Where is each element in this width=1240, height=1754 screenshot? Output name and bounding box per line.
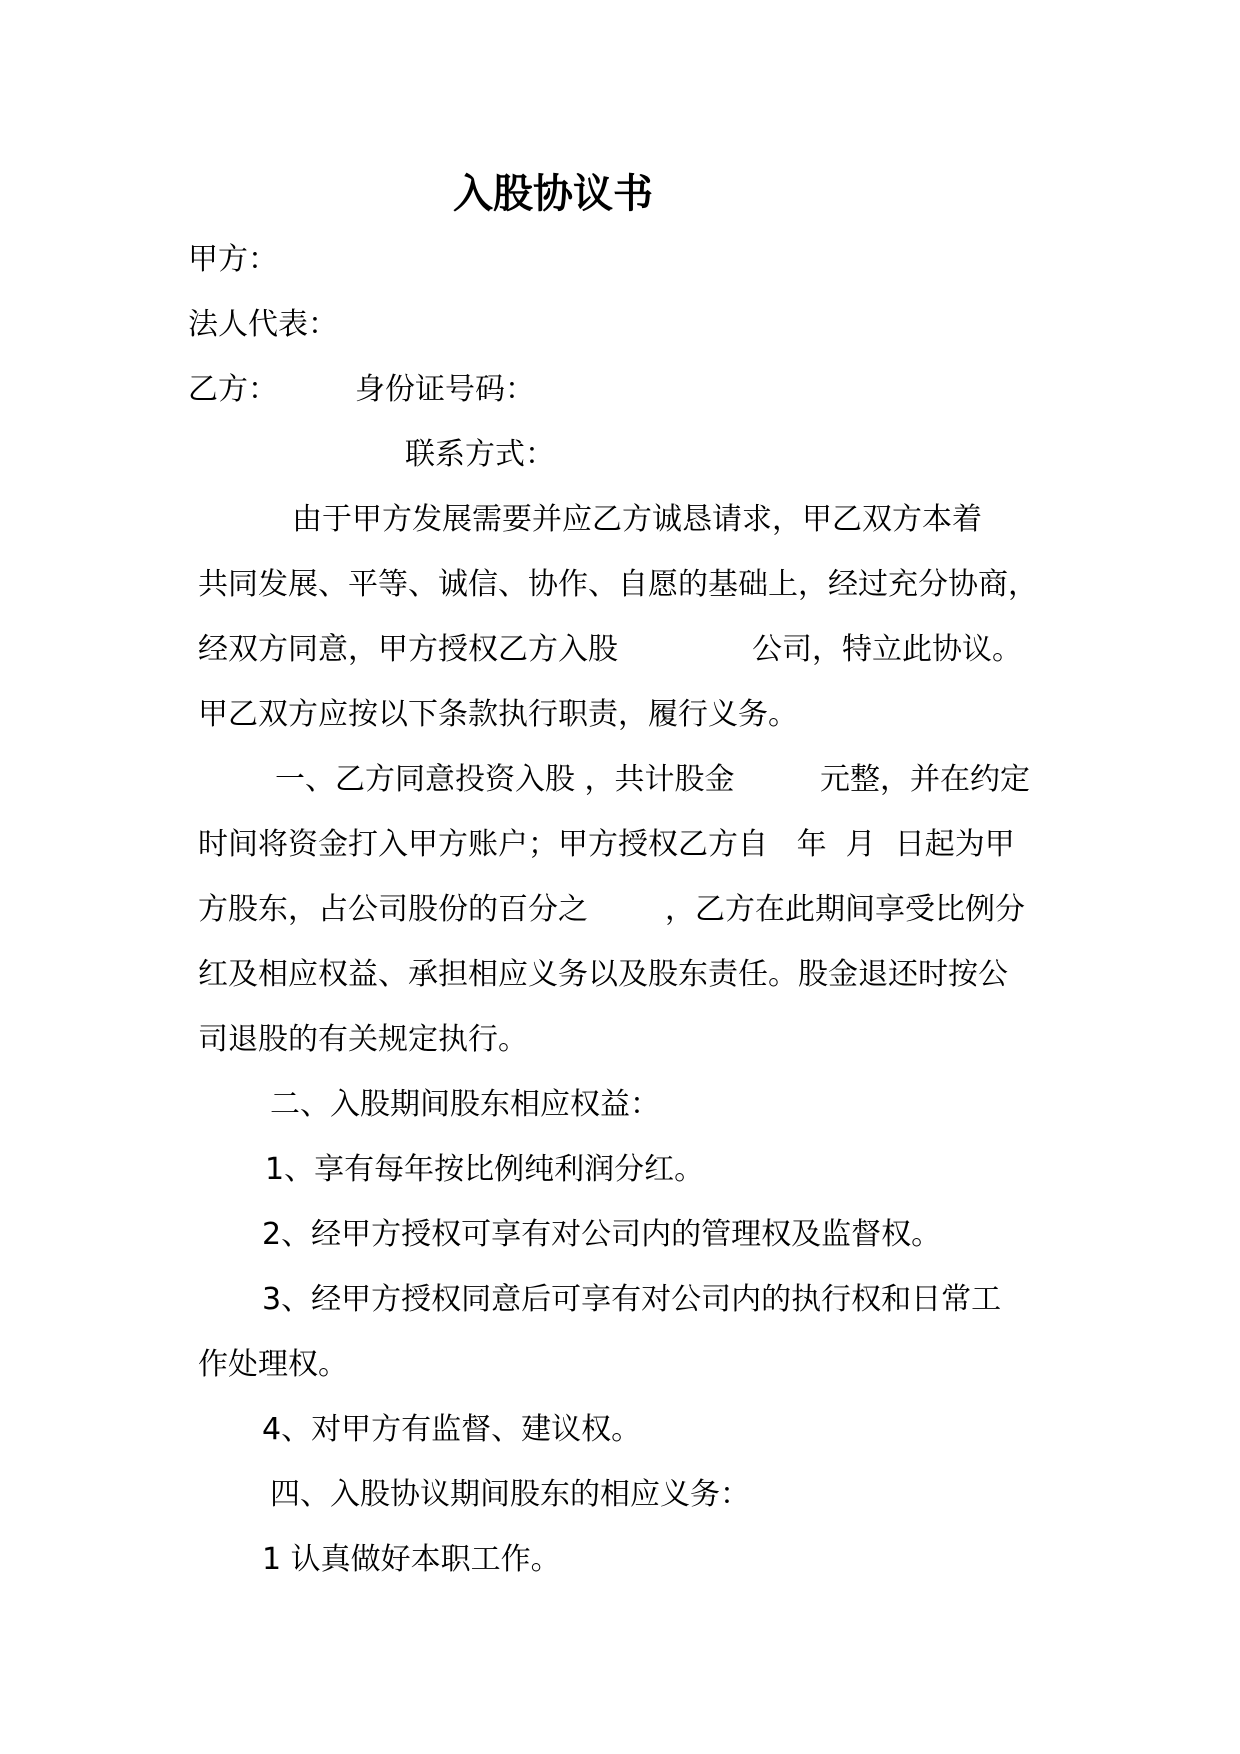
clause1-line: 一、乙方同意投资入股 ，共计股金 bbox=[275, 762, 735, 797]
id-number-label: 身份证号码： bbox=[355, 372, 535, 407]
rights-item: 作处理权。 bbox=[198, 1347, 348, 1382]
legal-rep-label: 法人代表： bbox=[188, 307, 338, 342]
clause1-line: 司退股的有关规定执行。 bbox=[198, 1022, 528, 1057]
party-b-label: 乙方： bbox=[188, 372, 278, 407]
contact-label: 联系方式： bbox=[405, 437, 555, 472]
intro-line: 共同发展、平等、诚信、协作、自愿的基础上，经过充分协商， bbox=[198, 567, 1038, 602]
party-a-label: 甲方： bbox=[188, 242, 278, 277]
clause1-line: ，乙方在此期间享受比例分 bbox=[665, 892, 1025, 927]
clause4-heading: 四、入股协议期间股东的相应义务： bbox=[270, 1477, 750, 1512]
rights-item: 3、经甲方授权同意后可享有对公司内的执行权和日常工 bbox=[262, 1282, 1002, 1317]
intro-line: 甲乙双方应按以下条款执行职责，履行义务。 bbox=[198, 697, 798, 732]
intro-line: 公司，特立此协议。 bbox=[752, 632, 1022, 667]
clause1-line: 红及相应权益、承担相应义务以及股东责任。股金退还时按公 bbox=[198, 957, 1008, 992]
rights-item: 1、享有每年按比例纯利润分红。 bbox=[265, 1152, 705, 1187]
duty-item: 1 认真做好本职工作。 bbox=[262, 1542, 561, 1577]
intro-line: 由于甲方发展需要并应乙方诚恳请求，甲乙双方本着 bbox=[292, 502, 982, 537]
rights-item: 4、对甲方有监督、建议权。 bbox=[262, 1412, 642, 1447]
document-title: 入股协议书 bbox=[453, 171, 653, 217]
clause1-line: 时间将资金打入甲方账户；甲方授权乙方自 年 月 日起为甲 bbox=[198, 827, 1015, 862]
clause2-heading: 二、入股期间股东相应权益： bbox=[270, 1087, 660, 1122]
clause1-line: 方股东，占公司股份的百分之 bbox=[198, 892, 588, 927]
clause1-line: 元整，并在约定 bbox=[820, 762, 1030, 797]
intro-line: 经双方同意，甲方授权乙方入股 bbox=[198, 632, 618, 667]
rights-item: 2、经甲方授权可享有对公司内的管理权及监督权。 bbox=[262, 1217, 942, 1252]
